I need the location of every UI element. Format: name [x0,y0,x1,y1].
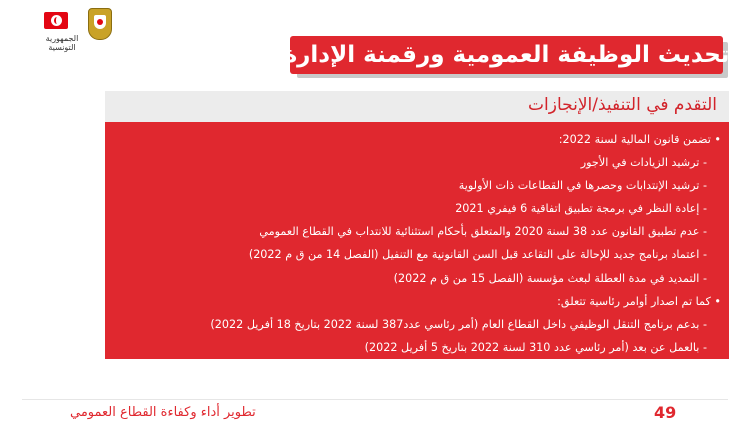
footer-text: تطوير أداء وكفاءة القطاع العمومي [70,405,256,420]
list-item: - بدعم برنامج التنقل الوظيفي داخل القطاع العام (أمر رئاسي عدد387 لسنة 2022 بتاريخ 18 أفريل 2022) [210,317,707,331]
list-item: - إعادة النظر في برمجة تطبيق اتفاقية 6 فيفري 2021 [455,202,707,216]
list-item: • تضمن قانون المالية لسنة 2022: [558,133,721,146]
list-item: - ترشيد الزيادات في الأجور [580,156,707,170]
coat-of-arms-icon [88,8,112,40]
title-banner [283,36,730,74]
list-item: - بالعمل عن بعد (أمر رئاسي عدد 310 لسنة 2022 بتاريخ 5 أفريل 2022) [364,340,707,354]
list-item: - عدم تطبيق القانون عدد 38 لسنة 2020 والمتعلق بأحكام استثنائية للانتداب في القطاع العمومي [259,225,707,239]
section-heading: التقدم في التنفيذ/الإنجازات [528,95,717,115]
page-title: تحديث الوظيفة العمومية ورقمنة الإدارة [283,42,730,68]
list-item: - التمديد في مدة العطلة لبعث مؤسسة (الفصل 15 من ق م 2022) [393,271,707,285]
section-header [105,91,729,122]
page-number: 49 [654,403,677,422]
content-list [111,128,721,359]
footer-divider [22,399,728,400]
list-item: - اعتماد برنامج جديد للإحالة على التقاعد قبل السن القانونية مع التنفيل (الفصل 14 من ق م 2022) [248,248,707,262]
list-item: • كما تم اصدار أوامر رئاسية تتعلق: [557,294,721,308]
tunisia-flag-icon [44,12,68,29]
list-item: - ترشيد الإنتدابات وحصرها في القطاعات ذات الأولوية [458,179,707,193]
header-logos [36,8,116,56]
republic-label: الجمهورية التونسية [45,34,79,52]
content-box [105,122,729,359]
